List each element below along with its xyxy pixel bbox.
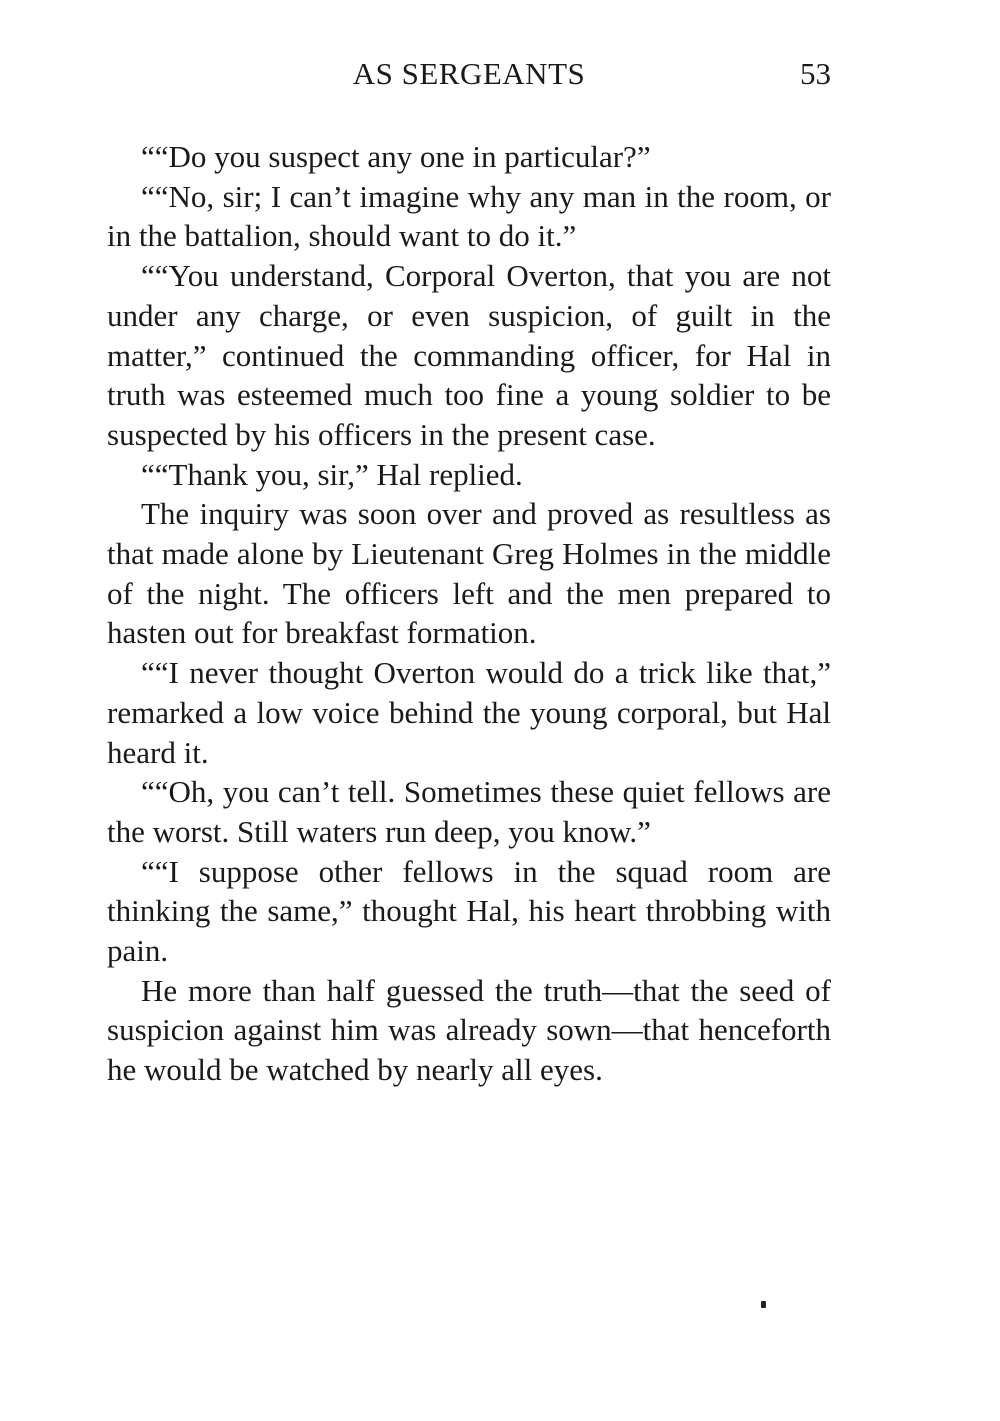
- paragraph: ““Thank you, sir,” Hal replied.: [141, 456, 523, 492]
- running-head: [107, 52, 831, 96]
- running-title: AS SERGEANTS: [352, 56, 586, 91]
- page-number: 53: [800, 56, 831, 91]
- paragraph: ““I never thought Overton would do a trick like that,” remarked a low voice behind the young corporal, but Hal heard it.: [107, 655, 831, 770]
- paragraph: He more than half guessed the truth—that the seed of suspicion against him was already sown—that henceforth he would be watched by nearly all eyes.: [107, 972, 831, 1088]
- paragraph: ““Oh, you can’t tell. Sometimes these quiet fellows are the worst. Still waters run deep, you know.”: [107, 774, 831, 849]
- paragraph: The inquiry was soon over and proved as resultless as that made alone by Lieutenant Greg Holmes in the middle of the night. The officers left and the men prepared to hasten out for breakfast formation.: [107, 496, 831, 651]
- paragraph: ““I suppose other fellows in the squad room are thinking the same,” thought Hal, his heart throbbing with pain.: [107, 853, 831, 969]
- paragraph: ““Do you suspect any one in particular?”: [141, 139, 651, 174]
- body-text: [107, 137, 831, 1090]
- paragraph: ““No, sir; I can’t imagine why any man in the room, or in the battalion, should want to do it.”: [107, 178, 831, 254]
- ink-speck: [761, 1301, 766, 1308]
- paragraph: ““You understand, Corporal Overton, that you are not under any charge, or even suspicion, of guilt in the matter,” continued the commanding officer, for Hal in truth was esteemed much too fine a young soldier to be suspected by his officers in the present case.: [107, 258, 831, 452]
